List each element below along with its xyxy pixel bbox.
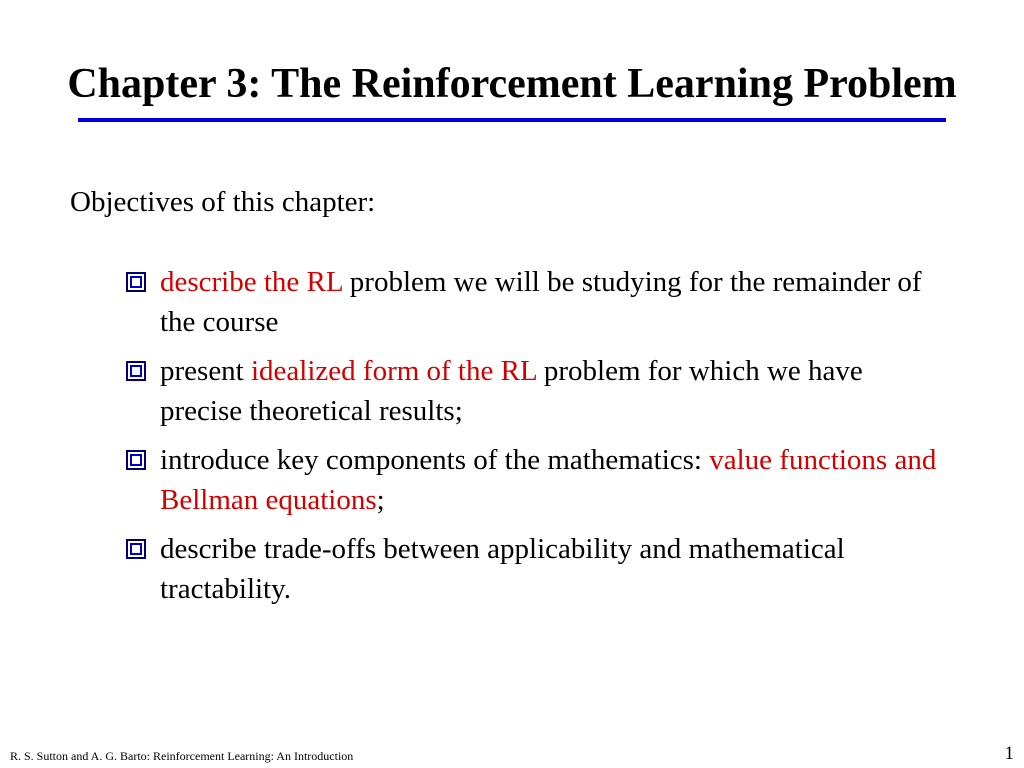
square-bullet-icon: [126, 450, 146, 470]
title-underline-rule: [78, 118, 946, 122]
objective-item-1: [123, 262, 943, 342]
objective-item-4: [123, 529, 943, 609]
objective-3-text-end: ;: [376, 484, 385, 516]
slide-title: Chapter 3: The Reinforcement Learning Problem: [67, 61, 957, 107]
objectives-list: [123, 262, 943, 618]
objective-3-text-start: introduce key components of the mathematics:: [160, 444, 710, 476]
objective-3-highlight: value functions and Bellman equations: [160, 444, 937, 516]
page-number: 1: [1004, 743, 1014, 764]
objective-2-text-start: present: [160, 355, 251, 387]
objective-2-highlight: idealized form of the RL: [251, 355, 537, 387]
objective-item-2: [123, 351, 943, 431]
square-bullet-icon: [126, 539, 146, 559]
footer-citation: R. S. Sutton and A. G. Barto: Reinforcement Learning: An Introduction: [10, 749, 354, 763]
objective-1-highlight: describe the RL: [160, 266, 343, 298]
square-bullet-icon: [126, 361, 146, 381]
objective-item-3: [123, 440, 943, 520]
objective-4-text: describe trade-offs between applicability and mathematical tractability.: [160, 533, 845, 605]
objective-2-text-end: problem for which we have precise theoretical results;: [160, 355, 863, 427]
square-bullet-icon: [126, 272, 146, 292]
objectives-heading: Objectives of this chapter:: [70, 186, 376, 218]
objective-1-text: problem we will be studying for the remainder of the course: [160, 266, 922, 338]
